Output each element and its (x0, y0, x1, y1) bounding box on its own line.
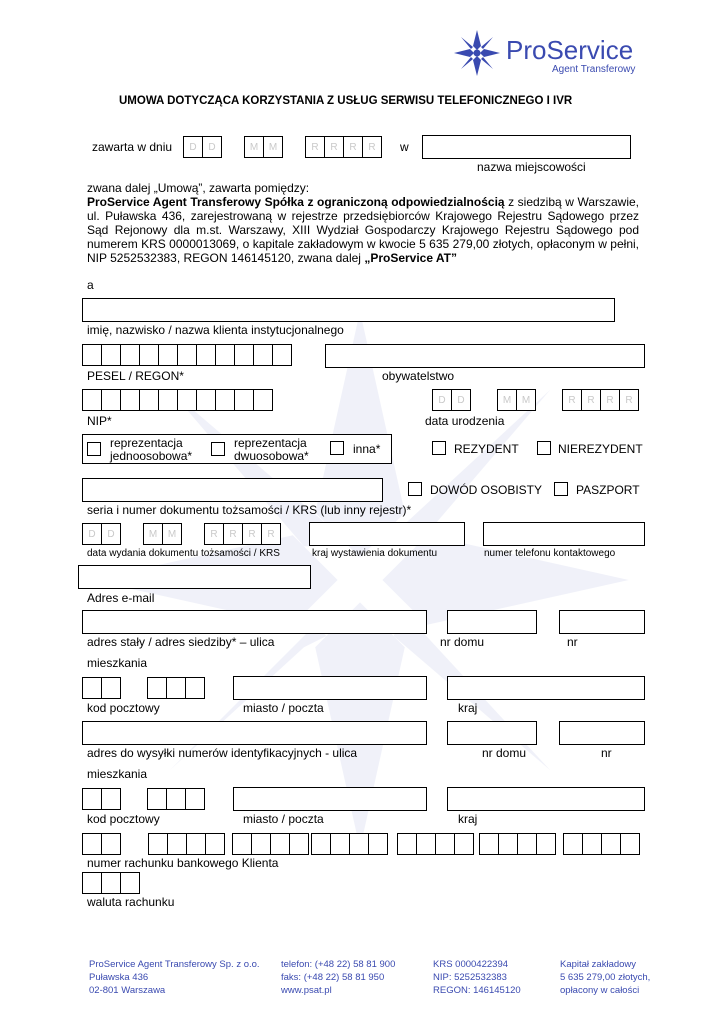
resident-label: REZYDENT (454, 442, 519, 456)
page-title: UMOWA DOTYCZĄCA KORZYSTANIA Z USŁUG SERWISU TELEFONICZNEGO I IVR (119, 95, 573, 107)
birth-year[interactable] (562, 389, 638, 411)
digit-cell (82, 833, 102, 855)
doc-date-label: data wydania dokumentu tożsamości / KRS (87, 548, 280, 559)
bank-account-group-7[interactable] (563, 833, 639, 855)
citizenship-label: obywatelstwo (382, 369, 455, 383)
repr-single-label-1: reprezentacja (110, 436, 183, 450)
digit-cell (101, 677, 121, 699)
digit-cell: M (497, 389, 517, 411)
digit-cell (311, 833, 331, 855)
mail-house-no-label: nr domu (482, 746, 527, 760)
digit-cell (397, 833, 417, 855)
repr-single-label-2: jednoosobowa* (110, 449, 193, 463)
nip-input[interactable] (82, 389, 272, 411)
citizenship-input[interactable] (325, 344, 645, 368)
digit-cell (234, 389, 254, 411)
digit-cell: M (516, 389, 536, 411)
doc-country-input[interactable] (309, 522, 465, 546)
contract-day[interactable] (183, 136, 221, 158)
phone-input[interactable] (483, 522, 645, 546)
mail-flat-no-label-2: mieszkania (87, 767, 148, 781)
digit-cell (215, 344, 235, 366)
and-label: a (87, 278, 94, 292)
digit-cell (272, 344, 292, 366)
digit-cell: M (263, 136, 283, 158)
mail-country-input[interactable] (447, 787, 645, 811)
digit-cell (185, 677, 205, 699)
id-card-label: DOWÓD OSOBISTY (430, 483, 543, 497)
digit-cell: M (143, 523, 163, 545)
digit-cell (166, 677, 186, 699)
digit-cell: D (451, 389, 471, 411)
currency-input[interactable] (82, 872, 139, 894)
document-series-input[interactable] (82, 478, 383, 502)
digit-cell: R (305, 136, 325, 158)
logo-subtitle: Agent Transferowy (552, 64, 636, 75)
currency-label: waluta rachunku (87, 895, 175, 909)
digit-cell (82, 677, 102, 699)
flat-no-label: nr (567, 635, 578, 649)
client-name-label: imię, nazwisko / nazwa klienta instytucjonalnego (87, 323, 344, 337)
digit-cell (582, 833, 602, 855)
nonresident-label: NIEREZYDENT (558, 442, 643, 456)
postal-code-part2[interactable] (147, 677, 204, 699)
digit-cell (253, 344, 273, 366)
resident-checkbox[interactable] (432, 441, 446, 455)
digit-cell (232, 833, 252, 855)
digit-cell (479, 833, 499, 855)
mail-postal-part1[interactable] (82, 788, 120, 810)
street-label: adres stały / adres siedziby* – ulica (87, 635, 275, 649)
place-prefix: w (400, 140, 409, 154)
bank-account-group-5[interactable] (397, 833, 473, 855)
digit-cell (251, 833, 271, 855)
repr-double-label-2: dwuosobowa* (234, 449, 309, 463)
passport-checkbox[interactable] (554, 482, 568, 496)
bank-account-label: numer rachunku bankowego Klienta (87, 856, 279, 870)
logo-brand: ProService (506, 35, 634, 65)
digit-cell: R (619, 389, 639, 411)
digit-cell: R (600, 389, 620, 411)
bank-account-group-3[interactable] (232, 833, 308, 855)
mail-flat-no-label: nr (601, 746, 612, 760)
digit-cell (167, 833, 187, 855)
digit-cell: R (223, 523, 243, 545)
digit-cell (349, 833, 369, 855)
digit-cell (517, 833, 537, 855)
company-name: ProService Agent Transferowy Spółka z ograniczoną odpowiedzialnością (87, 195, 505, 209)
nonresident-checkbox[interactable] (537, 441, 551, 455)
digit-cell: R (324, 136, 344, 158)
digit-cell: R (242, 523, 262, 545)
bank-account-group-2[interactable] (148, 833, 224, 855)
intro-line: zwana dalej „Umową”, zawarta pomiędzy: (87, 181, 310, 195)
digit-cell: R (204, 523, 224, 545)
bank-account-group-1[interactable] (82, 833, 120, 855)
digit-cell: D (82, 523, 102, 545)
digit-cell (120, 344, 140, 366)
repr-other-label: inna* (353, 442, 381, 456)
doc-issue-month[interactable] (143, 523, 181, 545)
digit-cell (620, 833, 640, 855)
company-details: z siedzibą w Warszawie, ul. Puławska 436, zarejestrowaną w rejestrze przedsiębiorców Krajowego Rejestru Sądowego przez Sąd Rejonowy dla m.st. Warszawy, XIII Wydział Gospodarczy Krajowego Rejestru Sądowego pod numerem KRS 0000013069, o kapitale zakładowym w kwocie 5 635 279,00 złotych, opłaconym w pełni, NIP 5252532383, REGON 146145120, zwana dalej (87, 195, 640, 265)
city-label: miasto / poczta (243, 701, 324, 715)
footer-registry: KRS 0000422394 NIP: 5252532383 REGON: 146145120 (433, 959, 521, 996)
digit-cell (196, 389, 216, 411)
digit-cell (196, 344, 216, 366)
digit-cell (177, 389, 197, 411)
digit-cell: D (432, 389, 452, 411)
footer-contact: telefon: (+48 22) 58 81 900 faks: (+48 22) 58 81 950 www.psat.pl (281, 959, 396, 996)
mail-street-input[interactable] (82, 721, 427, 745)
birth-day[interactable] (432, 389, 470, 411)
doc-issue-year[interactable] (204, 523, 280, 545)
digit-cell (601, 833, 621, 855)
digit-cell (82, 788, 102, 810)
client-name-input[interactable] (82, 298, 615, 322)
id-card-checkbox[interactable] (408, 482, 422, 496)
company-alias: „ProService AT” (364, 251, 458, 265)
digit-cell: D (183, 136, 203, 158)
digit-cell: D (202, 136, 222, 158)
digit-cell: D (101, 523, 121, 545)
doc-issue-day[interactable] (82, 523, 120, 545)
digit-cell (82, 872, 102, 894)
digit-cell (186, 833, 206, 855)
birth-month[interactable] (497, 389, 535, 411)
place-caption: nazwa miejscowości (477, 160, 586, 174)
digit-cell (215, 389, 235, 411)
digit-cell (498, 833, 518, 855)
mail-country-label: kraj (458, 812, 478, 826)
bank-account-group-4[interactable] (311, 833, 387, 855)
contract-parties (87, 181, 639, 265)
digit-cell (270, 833, 290, 855)
digit-cell (158, 344, 178, 366)
city-input[interactable] (233, 676, 427, 700)
digit-cell: R (362, 136, 382, 158)
email-input[interactable] (78, 565, 311, 589)
digit-cell (185, 788, 205, 810)
digit-cell (120, 389, 140, 411)
digit-cell (177, 344, 197, 366)
digit-cell (101, 344, 121, 366)
digit-cell: R (562, 389, 582, 411)
place-input[interactable] (422, 135, 631, 159)
digit-cell (101, 788, 121, 810)
contract-year[interactable] (305, 136, 381, 158)
logo (452, 28, 642, 78)
digit-cell (368, 833, 388, 855)
digit-cell (205, 833, 225, 855)
flat-no-input[interactable] (559, 610, 645, 634)
doc-country-label: kraj wystawienia dokumentu (312, 548, 438, 559)
document-series-label: seria i numer dokumentu tożsamości / KRS (lub inny rejestr)* (87, 503, 412, 517)
digit-cell (139, 344, 159, 366)
digit-cell (563, 833, 583, 855)
mail-postal-label: kod pocztowy (87, 812, 160, 826)
digit-cell (330, 833, 350, 855)
date-label: zawarta w dniu (92, 140, 173, 154)
mail-city-input[interactable] (233, 787, 427, 811)
contract-month[interactable] (244, 136, 282, 158)
email-label: Adres e-mail (87, 591, 155, 605)
birth-date-label: data urodzenia (425, 414, 505, 428)
digit-cell (454, 833, 474, 855)
digit-cell: R (261, 523, 281, 545)
digit-cell (536, 833, 556, 855)
footer-company: ProService Agent Transferowy Sp. z o.o. Puławska 436 02-801 Warszawa (89, 959, 260, 996)
digit-cell (416, 833, 436, 855)
repr-other-checkbox[interactable] (330, 441, 344, 455)
house-no-label: nr domu (440, 635, 485, 649)
digit-cell: M (244, 136, 264, 158)
digit-cell (253, 389, 273, 411)
digit-cell: M (162, 523, 182, 545)
pesel-input[interactable] (82, 344, 291, 366)
digit-cell (147, 677, 167, 699)
passport-label: PASZPORT (576, 483, 640, 497)
digit-cell (148, 833, 168, 855)
digit-cell (158, 389, 178, 411)
digit-cell (82, 389, 102, 411)
pesel-label: PESEL / REGON* (87, 369, 184, 383)
nip-label: NIP* (87, 414, 112, 428)
proservice-star-icon (452, 28, 502, 78)
repr-double-checkbox[interactable] (211, 442, 225, 456)
mail-street-label: adres do wysyłki numerów identyfikacyjnych - ulica (87, 746, 358, 760)
mail-house-no-input[interactable] (447, 721, 537, 745)
digit-cell (82, 344, 102, 366)
digit-cell (147, 788, 167, 810)
digit-cell (101, 872, 121, 894)
digit-cell (234, 344, 254, 366)
digit-cell (289, 833, 309, 855)
digit-cell (166, 788, 186, 810)
country-input[interactable] (447, 676, 645, 700)
street-input[interactable] (82, 610, 427, 634)
repr-double-label-1: reprezentacja (234, 436, 307, 450)
digit-cell (139, 389, 159, 411)
postal-code-part1[interactable] (82, 677, 120, 699)
digit-cell: R (343, 136, 363, 158)
mail-flat-no-input[interactable] (559, 721, 645, 745)
mail-city-label: miasto / poczta (243, 812, 324, 826)
house-no-input[interactable] (447, 610, 537, 634)
phone-label: numer telefonu kontaktowego (484, 548, 616, 559)
mail-postal-part2[interactable] (147, 788, 204, 810)
repr-single-checkbox[interactable] (87, 442, 101, 456)
digit-cell (120, 872, 140, 894)
country-label: kraj (458, 701, 478, 715)
digit-cell: R (581, 389, 601, 411)
postal-label: kod pocztowy (87, 701, 160, 715)
digit-cell (101, 389, 121, 411)
digit-cell (435, 833, 455, 855)
footer-capital: Kapitał zakładowy 5 635 279,00 złotych, opłacony w całości (560, 959, 651, 996)
digit-cell (101, 833, 121, 855)
bank-account-group-6[interactable] (479, 833, 555, 855)
flat-no-label-2: mieszkania (87, 656, 148, 670)
